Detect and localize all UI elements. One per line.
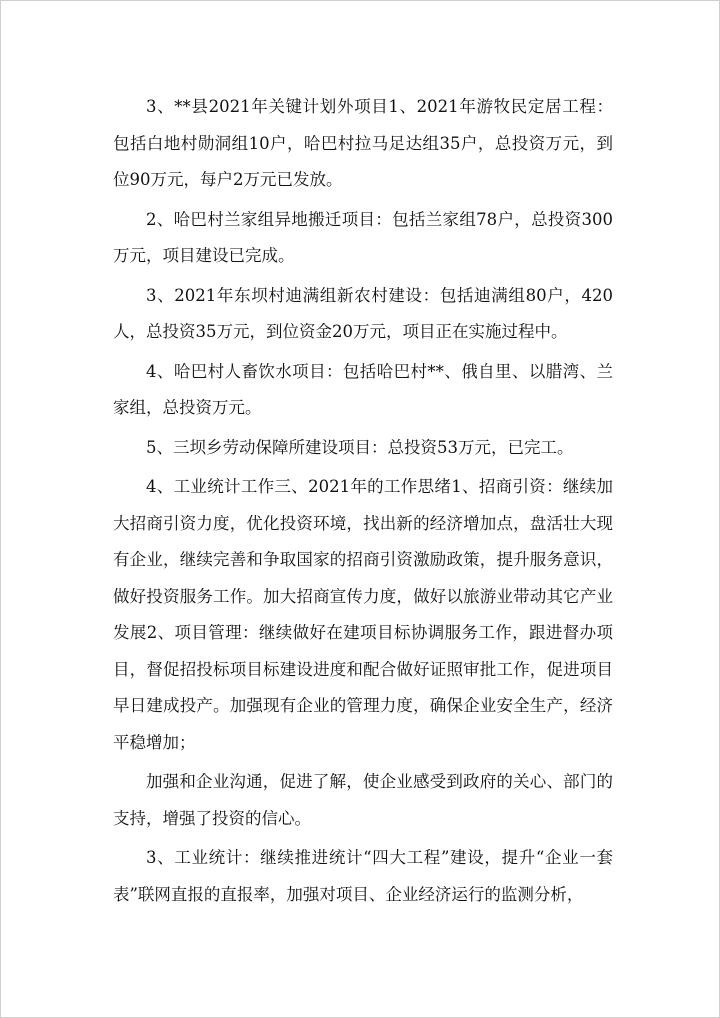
paragraph-8: 3、工业统计：继续推进统计“四大工程”建设，提升“企业一套表”联网直报的直报率，加强对项目、企业经济运行的监测分析，	[113, 848, 613, 904]
paragraph-2: 2、哈巴村兰家组异地搬迁项目：包括兰家组78户，总投资300万元，项目建设已完成。	[113, 209, 613, 265]
paragraph-4: 4、哈巴村人畜饮水项目：包括哈巴村**、俄自里、以腊湾、兰家组，总投资万元。	[113, 361, 613, 417]
paragraph-6: 4、工业统计工作三、2021年的工作思绪1、招商引资：继续加大招商引资力度，优化投资环境，找出新的经济增加点，盘活壮大现有企业，继续完善和争取国家的招商引资激励政策，提升服务意识，做好投资服务工作。加大招商宣传力度，做好以旅游业带动其它产业发展2、项目管理：继续做好在建项目标协调服务工作，跟进督办项目，督促招投标项目标建设进度和配合做好证照审批工作，促进项目早日建成投产。加强现有企业的管理力度，确保企业安全生产，经济平稳增加；	[113, 477, 613, 752]
paragraph-5: 5、三坝乡劳动保障所建设项目：总投资53万元，已完工。	[146, 437, 574, 457]
document-body	[113, 89, 613, 916]
paragraph-1: 3、**县2021年关键计划外项目1、2021年游牧民定居工程：包括白地村勋洞组10户，哈巴村拉马足达组35户，总投资万元，到位90万元，每户2万元已发放。	[113, 97, 613, 189]
paragraph-7: 加强和企业沟通，促进了解，使企业感受到政府的关心、部门的支持，增强了投资的信心。	[113, 772, 613, 828]
paragraph-3: 3、2021年东坝村迪满组新农村建设：包括迪满组80户，420人，总投资35万元，到位资金20万元，项目正在实施过程中。	[113, 285, 613, 341]
